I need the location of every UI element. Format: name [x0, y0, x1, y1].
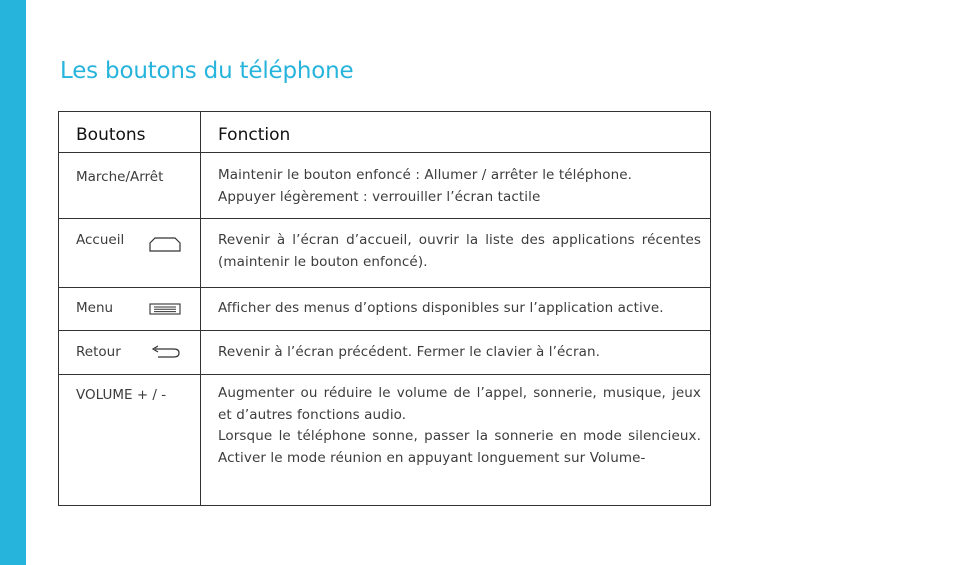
button-label: Marche/Arrêt	[76, 169, 164, 185]
function-cell	[201, 375, 711, 506]
side-accent-bar	[0, 0, 26, 565]
function-cell	[201, 288, 711, 331]
buttons-table	[58, 111, 711, 506]
function-cell	[201, 331, 711, 375]
button-label: VOLUME + / -	[76, 387, 167, 403]
function-text: Revenir à l’écran précédent. Fermer le clavier à l’écran.	[218, 344, 601, 360]
table-row	[59, 288, 711, 331]
table-row	[59, 219, 711, 288]
back-icon	[148, 344, 182, 360]
home-icon	[148, 236, 182, 252]
button-label: Retour	[76, 344, 121, 360]
function-text: Lorsque le téléphone sonne, passer la sonnerie en mode silencieux. Activer le mode réunion en appuyant longuement sur Volume-	[218, 428, 701, 466]
function-text: Afficher des menus d’options disponibles sur l’application active.	[218, 300, 664, 316]
header-buttons: Boutons	[59, 112, 201, 153]
function-text: Augmenter ou réduire le volume de l’appel, sonnerie, musique, jeux et d’autres fonctions audio.	[218, 385, 701, 423]
function-cell	[201, 153, 711, 219]
button-name-volume	[59, 375, 201, 506]
button-name-home	[59, 219, 201, 288]
table-row	[59, 153, 711, 219]
function-text: Maintenir le bouton enfoncé : Allumer / arrêter le téléphone.	[218, 167, 633, 183]
function-text: Revenir à l’écran d’accueil, ouvrir la liste des applications récentes (maintenir le bouton enfoncé).	[218, 232, 701, 270]
page-title: Les boutons du téléphone	[60, 58, 354, 84]
button-name-menu	[59, 288, 201, 331]
table-row	[59, 375, 711, 506]
function-text: Appuyer légèrement : verrouiller l’écran tactile	[218, 188, 541, 205]
button-label: Accueil	[76, 232, 125, 248]
button-name-power	[59, 153, 201, 219]
table-header-row	[59, 112, 711, 153]
function-cell	[201, 219, 711, 288]
header-function: Fonction	[201, 112, 711, 153]
button-name-back	[59, 331, 201, 375]
menu-icon	[148, 301, 182, 317]
button-label: Menu	[76, 300, 114, 316]
table-row	[59, 331, 711, 375]
